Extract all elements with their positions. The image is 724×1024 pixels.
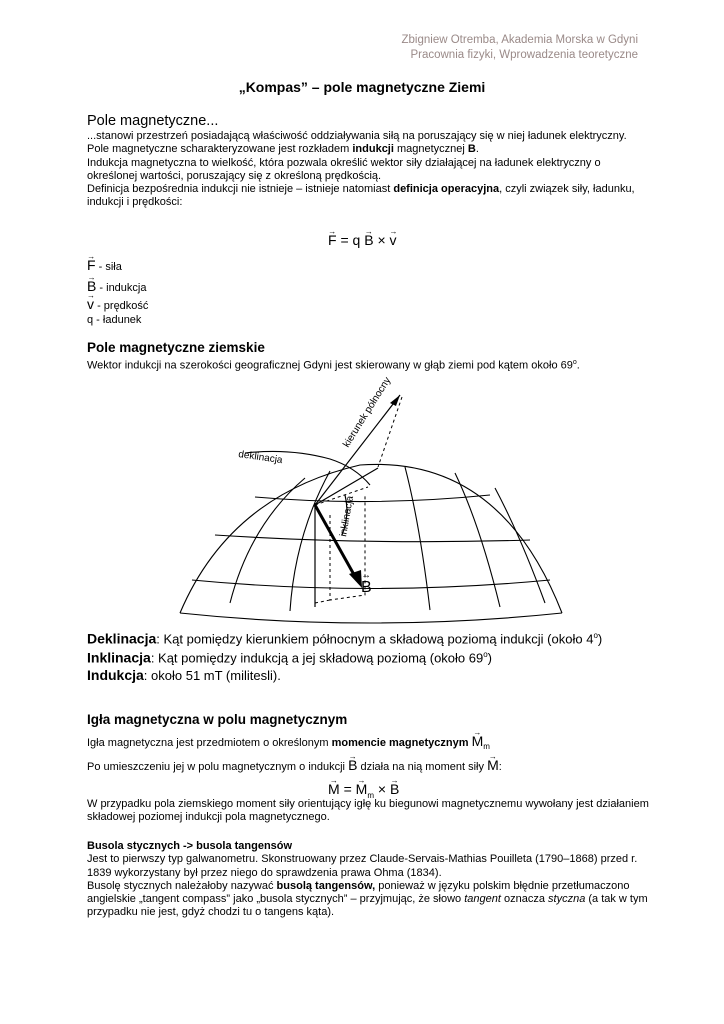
section-heading: Busola stycznych -> busola tangensów (87, 840, 293, 852)
paragraph: Definicja bezpośrednia indukcji nie istnieje – istnieje natomiast definicja operacyjna, czyli związek siły, ładunku, indukcji i prędkości: (87, 183, 635, 209)
label-B-vector: B (361, 579, 372, 596)
section-magnetic-field (87, 113, 647, 210)
lorentz-formula: → F = q → B × → v (328, 232, 397, 248)
latitude-line (215, 535, 530, 542)
definition-inclination: Inklinacja: Kąt pomiędzy indukcją a jej składową poziomą (około 69$^o$) (87, 649, 493, 666)
label-north-direction: kierunek północny (341, 375, 394, 450)
symbol-force: → F - siła (87, 258, 122, 274)
definition-declination: Deklinacja: Kąt pomiędzy kierunkiem północnym a składową poziomą indukcji (około 4$^o$) (87, 630, 603, 647)
page-header (402, 33, 638, 63)
earth-field-diagram (170, 375, 570, 625)
needle-paragraph: W przypadku pola ziemskiego moment siły orientujący igłę ku biegunowi magnetycznemu wywołany jest działaniem składowej poziomej indukcji pola magnetycznego. (87, 798, 649, 824)
section-heading: Igła magnetyczna w polu magnetycznym (87, 712, 348, 727)
box-edge (315, 600, 330, 603)
paragraph: ...stanowi przestrzeń posiadającą właściwość oddziaływania siłą na poruszający się w niej ładunek elektryczny. (87, 130, 627, 142)
north-arrowhead (390, 395, 400, 406)
meridian-line (495, 488, 545, 603)
section-heading: Pole magnetyczne ziemskie (87, 340, 265, 355)
section-magnetic-needle (87, 712, 667, 728)
paragraph: Jest to pierwszy typ galwanometru. Skonstruowany przez Claude-Servais-Mathias Pouilleta (1790–1868) przed r. 1839 wykorzystany był przez niego do sprawdzenia prawa Ohma (1834). (87, 853, 638, 879)
paragraph: Busolę stycznych należałoby nazywać busolą tangensów, ponieważ w języku polskim błędnie przetłumaczono angielskie „tangent compass” jako „busola stycznych” – przyjmując, że słowo tangent oznacza styczna (a tak w tym przypadku nie jest, gdyż chodzi tu o tangens kąta). (87, 879, 648, 919)
label-inclination: inklinacja (338, 495, 357, 538)
paragraph: Pole magnetyczne scharakteryzowane jest rozkładem indukcji magnetycznej B. (87, 143, 479, 156)
needle-torque-line: Po umieszczeniu jej w polu magnetycznym o indukcji → B działa na nią moment siły → M: (87, 758, 667, 774)
section-heading: Pole magnetyczne... (87, 113, 219, 129)
symbol-charge: q - ładunek (87, 314, 142, 326)
section-tangent-compass (87, 840, 657, 920)
needle-moment-line: Igła magnetyczna jest przedmiotem o określonym momencie magnetycznym → $M_m$ (87, 734, 667, 753)
symbol-induction: → B - indukcja (87, 279, 146, 295)
meridian-line (455, 473, 500, 607)
symbol-velocity: → v - prędkość (87, 297, 148, 313)
header-author: Zbigniew Otremba, Akademia Morska w Gdyni (401, 34, 638, 46)
definition-induction: Indukcja: około 51 mT (militesli). (87, 666, 281, 683)
section-earth-field (87, 340, 667, 373)
north-direction-line (315, 395, 400, 505)
earth-field-definitions (87, 628, 687, 684)
label-declination: deklinacja (237, 449, 284, 467)
header-course: Pracownia fizyki, Wprowadzenia teoretyczne (410, 49, 638, 61)
paragraph: Wektor indukcji na szerokości geograficznej Gdyni jest skierowany w głąb ziemi pod kątem około 69$^o$. (87, 359, 580, 372)
latitude-line (255, 495, 490, 502)
meridian-line (290, 471, 330, 611)
paragraph: Indukcja magnetyczna to wielkość, która pozwala określić wektor siły działającej na ładunek elektryczny o określonej wartości, poruszający się z określoną prędkością. (87, 156, 601, 182)
globe-equator (180, 613, 562, 623)
torque-formula: → M = → $M_m$ × → B (328, 781, 399, 804)
document-title: „Kompas” – pole magnetyczne Ziemi (238, 79, 486, 95)
label-B-arrow: → (361, 570, 371, 581)
